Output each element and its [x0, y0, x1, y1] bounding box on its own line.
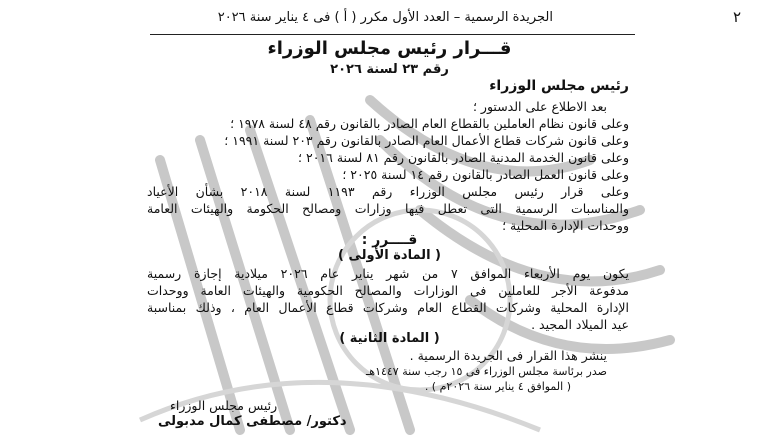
signature-name: دكتور/ مصطفى كمال مدبولى: [158, 414, 347, 429]
preamble-line: وعلى قانون نظام العاملين بالقطاع العام الصادر بالقانون رقم ٤٨ لسنة ١٩٧٨ ؛: [230, 116, 629, 131]
article-1-line: مدفوعة الأجر للعاملين فى الوزارات والمصالح الحكومية والهيئات العامة ووحدات: [147, 283, 629, 298]
preamble-line: وعلى قانون شركات قطاع الأعمال العام الصادر بالقانون رقم ٢٠٣ لسنة ١٩٩١ ؛: [224, 133, 629, 148]
article-1-line: يكون يوم الأربعاء الموافق ٧ من شهر يناير عام ٢٠٢٦ ميلادية إجازة رسمية: [147, 266, 629, 281]
decree-title: قـــرار رئيس مجلس الوزراء: [267, 38, 512, 59]
preamble-line: وعلى قانون الخدمة المدنية الصادر بالقانون رقم ٨١ لسنة ٢٠١٦ ؛: [298, 150, 629, 165]
issuer-heading: رئيس مجلس الوزراء: [489, 78, 629, 94]
preamble-line: وعلى قانون العمل الصادر بالقانون رقم ١٤ لسنة ٢٠٢٥ ؛: [342, 167, 629, 182]
header-divider: [150, 34, 635, 35]
signature-title: رئيس مجلس الوزراء: [170, 398, 278, 413]
preamble-line: بعد الاطلاع على الدستور ؛: [472, 99, 607, 114]
running-title: الجريدة الرسمية – العدد الأول مكرر ( أ ) فى ٤ يناير سنة ٢٠٢٦: [217, 10, 553, 25]
running-header: [0, 8, 779, 30]
issuance-date-line: ( الموافق ٤ يناير سنة ٢٠٢٦م ) .: [424, 380, 571, 393]
preamble-line: ووحدات الإدارة المحلية ؛: [502, 218, 629, 233]
article-1-heading: ( المادة الأولى ): [338, 248, 441, 263]
preamble-line: والمناسبات الرسمية التى تعطل فيها وزارات ومصالح الحكومة والهيئات العامة: [147, 201, 629, 216]
decree-number: رقم ٢٣ لسنة ٢٠٢٦: [330, 62, 449, 77]
page-number: ٢: [732, 8, 741, 26]
article-2-heading: ( المادة الثانية ): [339, 331, 440, 346]
article-1-line: الإدارة المحلية وشركات القطاع العام وشركات قطاع الأعمال العام ، وذلك بمناسبة: [147, 300, 629, 315]
decided-heading: قــــرر :: [361, 232, 418, 248]
issuance-line: صدر برئاسة مجلس الوزراء فى ١٥ رجب سنة ١٤٤٧هـ: [366, 365, 607, 378]
article-1-line: عيد الميلاد المجيد .: [531, 317, 629, 332]
article-2-line: ينشر هذا القرار فى الجريدة الرسمية .: [409, 348, 607, 363]
preamble-line: وعلى قرار رئيس مجلس الوزراء رقم ١١٩٣ لسنة ٢٠١٨ بشأن الأعياد: [147, 184, 629, 199]
